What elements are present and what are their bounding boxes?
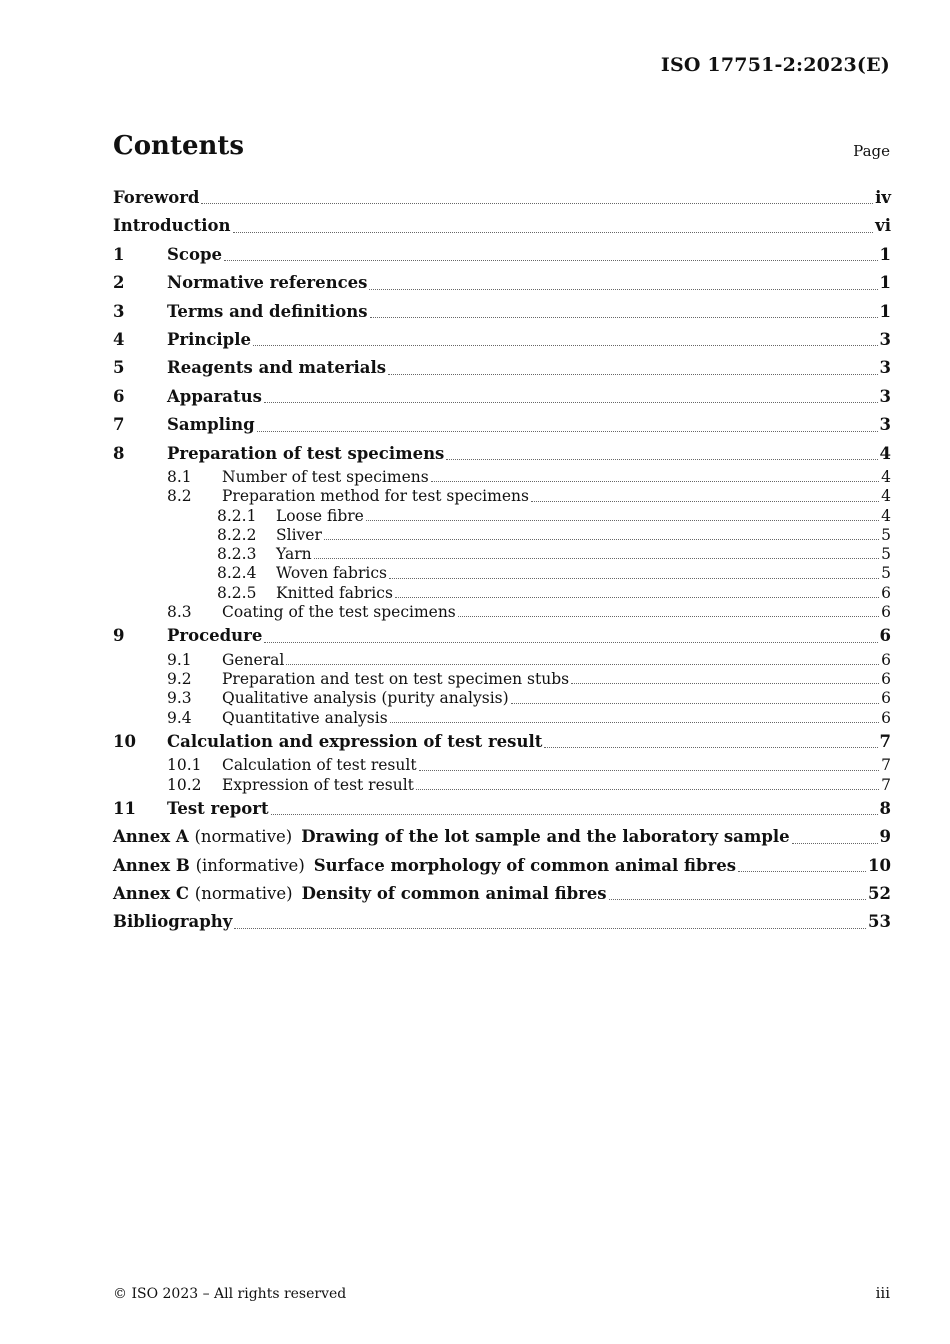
dot-leader	[609, 899, 866, 900]
toc-entry-bibliography[interactable]	[113, 908, 891, 936]
dot-leader	[201, 203, 873, 204]
toc-entry-number: 8.2.1	[217, 506, 257, 525]
dot-leader	[314, 558, 879, 559]
annex-type: (normative)	[194, 884, 293, 904]
dot-leader	[271, 814, 878, 815]
toc-entry-page: 52	[868, 884, 891, 904]
toc-entry-4[interactable]	[113, 326, 891, 354]
contents-title: Contents	[113, 131, 245, 161]
toc-entry-number: 11	[113, 798, 136, 818]
toc-entry-page: 6	[881, 689, 891, 708]
toc-entry-page: 4	[881, 506, 891, 525]
toc-entry-page: iv	[875, 188, 891, 207]
toc-entry-number: 9.1	[167, 650, 192, 669]
toc-entry-title: Calculation of test result	[222, 756, 417, 775]
toc-entry-annex-c[interactable]	[113, 880, 891, 908]
dot-leader	[416, 789, 879, 790]
toc-entry-page: 8	[879, 798, 891, 818]
toc-entry-title: Woven fabrics	[276, 564, 387, 583]
standard-id: ISO 17751-2:2023(E)	[660, 54, 890, 76]
toc-entry-page: 3	[879, 415, 891, 435]
toc-entry-title: Density of common animal fibres	[301, 884, 607, 904]
footer-copyright: © ISO 2023 – All rights reserved	[113, 1286, 347, 1302]
annex-prefix: Annex B	[113, 855, 190, 875]
dot-leader	[264, 402, 878, 403]
toc-entry-title: Sliver	[276, 525, 322, 544]
toc-entry-page: 5	[881, 545, 891, 564]
toc-entry-title: Quantitative analysis	[222, 708, 388, 727]
toc-entry-page: 10	[868, 855, 891, 875]
dot-leader	[431, 481, 879, 482]
toc-entry-title: Terms and definitions	[167, 301, 368, 321]
toc-entry-page: 1	[879, 273, 891, 293]
annex-type: (normative)	[194, 827, 293, 847]
toc-entry-page: 5	[881, 525, 891, 544]
toc-entry-title: Calculation and expression of test result	[167, 731, 543, 751]
footer-page-number: iii	[875, 1284, 890, 1302]
toc-entry-number: 4	[113, 329, 125, 349]
toc-entry-number: 9	[113, 626, 125, 646]
dot-leader	[389, 578, 879, 579]
toc-entry-page: 7	[879, 731, 891, 751]
dot-leader	[544, 747, 877, 748]
toc-entry-page: 1	[879, 244, 891, 264]
dot-leader	[390, 722, 879, 723]
toc-entry-title: Yarn	[276, 545, 312, 564]
toc-entry-page: 6	[879, 626, 891, 646]
toc-entry-7[interactable]	[113, 411, 891, 439]
annex-type: (informative)	[195, 855, 305, 875]
dot-leader	[531, 501, 879, 502]
toc-entry-number: 10.2	[167, 775, 202, 794]
dot-leader	[370, 317, 878, 318]
dot-leader	[446, 459, 877, 460]
toc-entry-page: 6	[881, 583, 891, 602]
toc-entry-title: Introduction	[113, 216, 231, 236]
annex-prefix: Annex C	[113, 884, 190, 904]
dot-leader	[224, 260, 878, 261]
toc-entry-9-3[interactable]	[113, 689, 891, 708]
toc-entry-title: Expression of test result	[222, 775, 414, 794]
toc-entry-title: Qualitative analysis (purity analysis)	[222, 689, 509, 708]
toc-entry-number: 8.2.2	[217, 525, 257, 544]
toc-entry-number: 2	[113, 273, 125, 293]
toc-entry-foreword[interactable]	[113, 184, 891, 212]
annex-prefix: Annex A	[113, 827, 189, 847]
toc-entry-8-3[interactable]	[113, 603, 891, 622]
toc-entry-introduction[interactable]	[113, 212, 891, 240]
toc-entry-number: 7	[113, 415, 125, 435]
toc-entry-title: Reagents and materials	[167, 358, 387, 378]
toc-entry-5[interactable]	[113, 354, 891, 382]
toc-entry-title: Surface morphology of common animal fibres	[313, 855, 736, 875]
toc-entry-number: 10	[113, 731, 136, 751]
dot-leader	[234, 928, 866, 929]
toc-entry-title: Apparatus	[167, 386, 262, 406]
toc-entry-9-4[interactable]	[113, 709, 891, 728]
toc-entry-annex-a[interactable]	[113, 823, 891, 851]
toc-entry-page: 3	[879, 329, 891, 349]
toc-entry-8-2[interactable]	[113, 487, 891, 506]
toc-entry-10-1[interactable]	[113, 756, 891, 775]
toc-entry-number: 9.4	[167, 708, 192, 727]
dot-leader	[286, 664, 879, 665]
toc-entry-number: 10.1	[167, 756, 202, 775]
toc-entry-page: 3	[879, 358, 891, 378]
toc-entry-page: 6	[881, 708, 891, 727]
table-of-contents	[113, 184, 891, 937]
toc-entry-number: 8.3	[167, 602, 192, 621]
page-column-label: Page	[853, 142, 890, 160]
dot-leader	[738, 871, 866, 872]
toc-entry-title: Preparation and test on test specimen stubs	[222, 669, 570, 688]
toc-entry-page: vi	[875, 216, 891, 236]
toc-entry-title: Normative references	[167, 273, 368, 293]
dot-leader	[792, 843, 878, 844]
toc-entry-title: Foreword	[113, 188, 200, 207]
toc-entry-3[interactable]	[113, 298, 891, 326]
toc-entry-number: 8.2.4	[217, 564, 257, 583]
toc-entry-number: 8.1	[167, 467, 192, 486]
toc-entry-page: 4	[881, 467, 891, 486]
dot-leader	[571, 683, 879, 684]
toc-entry-6[interactable]	[113, 383, 891, 411]
toc-entry-title: Test report	[167, 798, 269, 818]
toc-entry-number: 8	[113, 443, 125, 463]
toc-entry-page: 7	[881, 775, 891, 794]
toc-entry-number: 9.3	[167, 689, 192, 708]
toc-entry-title: Knitted fabrics	[276, 583, 393, 602]
toc-entry-2[interactable]	[113, 269, 891, 297]
toc-entry-9[interactable]	[113, 622, 891, 650]
toc-entry-number: 8.2.5	[217, 583, 257, 602]
toc-entry-title: Bibliography	[113, 912, 233, 932]
toc-entry-page: 3	[879, 386, 891, 406]
toc-entry-11[interactable]	[113, 795, 891, 823]
toc-entry-title: Scope	[167, 244, 223, 264]
toc-entry-title: Loose fibre	[276, 506, 364, 525]
toc-entry-page: 7	[881, 756, 891, 775]
toc-entry-9-1[interactable]	[113, 651, 891, 670]
toc-entry-number: 8.2	[167, 487, 192, 506]
dot-leader	[233, 232, 874, 233]
toc-entry-title: Procedure	[167, 626, 263, 646]
toc-entry-9-2[interactable]	[113, 670, 891, 689]
dot-leader	[511, 703, 879, 704]
toc-entry-8-2-3[interactable]	[113, 545, 891, 564]
toc-entry-8-2-4[interactable]	[113, 564, 891, 583]
dot-leader	[253, 345, 878, 346]
toc-entry-annex-b[interactable]	[113, 852, 891, 880]
toc-entry-8[interactable]	[113, 440, 891, 468]
toc-entry-page: 6	[881, 650, 891, 669]
toc-entry-title: Principle	[167, 329, 251, 349]
toc-entry-page: 6	[881, 669, 891, 688]
toc-entry-1[interactable]	[113, 241, 891, 269]
dot-leader	[388, 374, 877, 375]
toc-entry-page: 53	[868, 912, 891, 932]
toc-entry-page: 1	[879, 301, 891, 321]
toc-entry-title: Sampling	[167, 415, 255, 435]
dot-leader	[369, 289, 877, 290]
toc-entry-number: 3	[113, 301, 125, 321]
dot-leader	[395, 597, 879, 598]
toc-entry-title: Preparation of test specimens	[167, 443, 445, 463]
dot-leader	[366, 520, 879, 521]
dot-leader	[264, 642, 877, 643]
toc-entry-title: Number of test specimens	[222, 467, 429, 486]
toc-entry-8-1[interactable]	[113, 468, 891, 487]
toc-entry-page: 6	[881, 602, 891, 621]
toc-entry-number: 1	[113, 244, 125, 264]
dot-leader	[324, 539, 879, 540]
dot-leader	[458, 616, 879, 617]
toc-entry-10-2[interactable]	[113, 776, 891, 795]
toc-entry-page: 9	[879, 827, 891, 847]
toc-entry-page: 5	[881, 564, 891, 583]
toc-entry-page: 4	[879, 443, 891, 463]
toc-entry-title: Coating of the test specimens	[222, 602, 456, 621]
toc-entry-number: 9.2	[167, 669, 192, 688]
toc-entry-8-2-1[interactable]	[113, 507, 891, 526]
toc-entry-10[interactable]	[113, 728, 891, 756]
toc-entry-title: General	[222, 650, 285, 669]
toc-entry-8-2-2[interactable]	[113, 526, 891, 545]
toc-entry-page: 4	[881, 487, 891, 506]
toc-entry-title: Preparation method for test specimens	[222, 487, 529, 506]
dot-leader	[257, 431, 878, 432]
dot-leader	[419, 770, 880, 771]
toc-entry-number: 5	[113, 358, 125, 378]
toc-entry-title: Drawing of the lot sample and the laboratory sample	[301, 827, 790, 847]
toc-entry-8-2-5[interactable]	[113, 584, 891, 603]
toc-entry-number: 8.2.3	[217, 545, 257, 564]
toc-entry-number: 6	[113, 386, 125, 406]
